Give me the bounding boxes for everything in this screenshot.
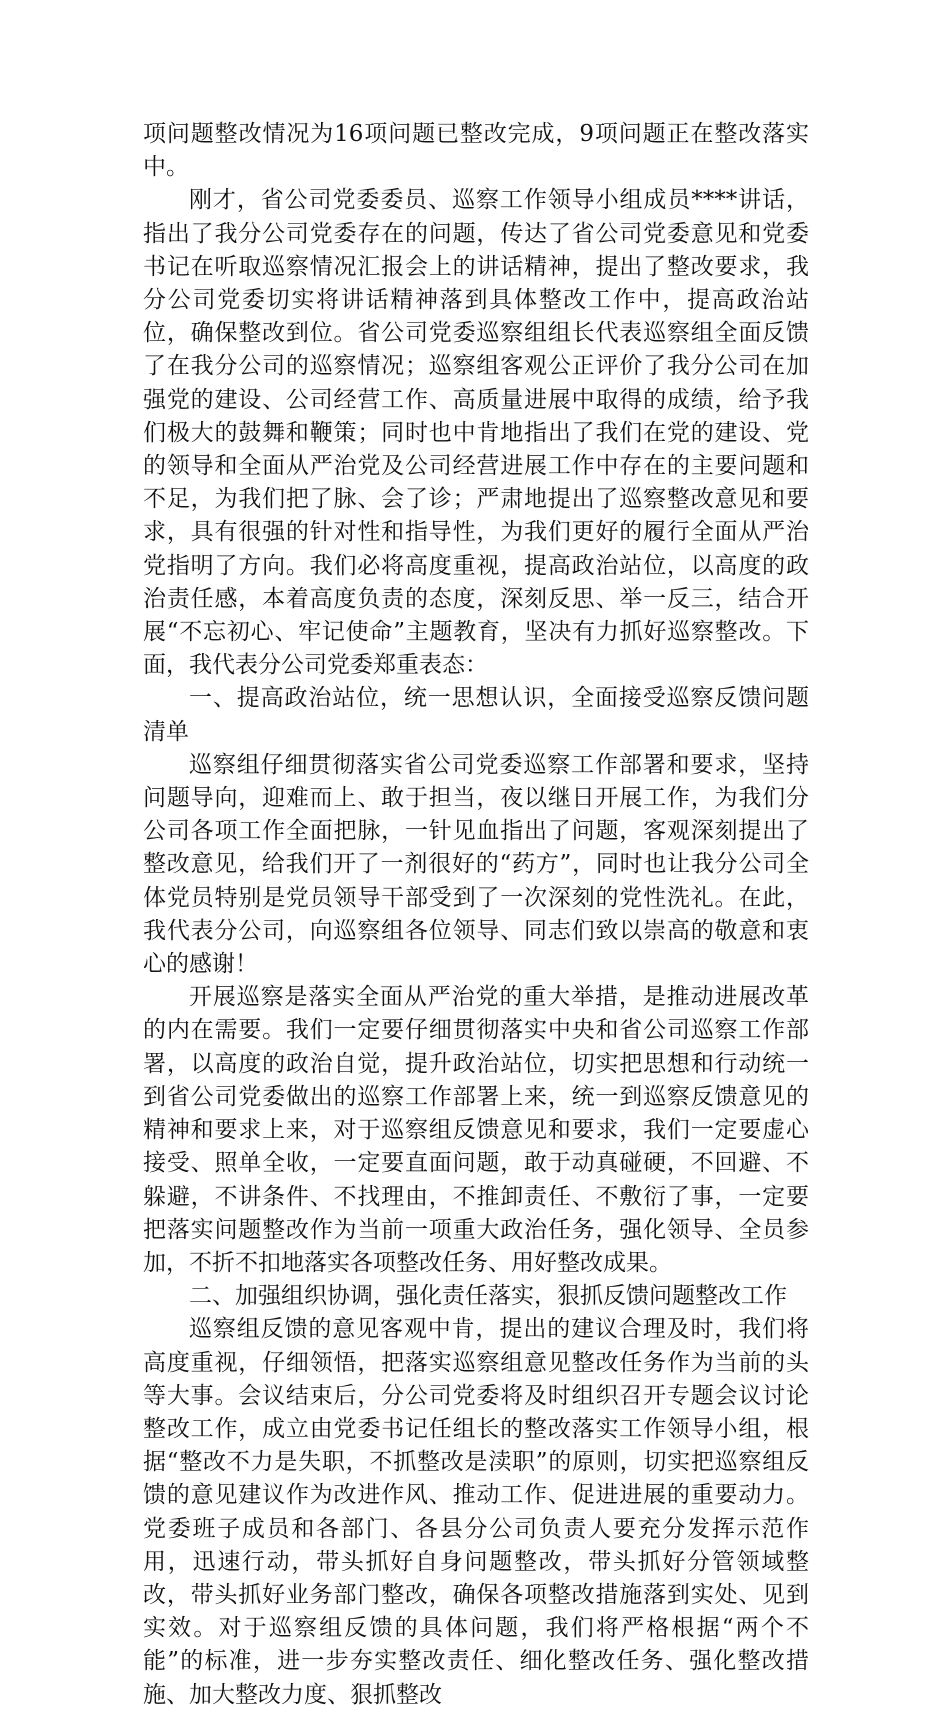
document-body	[143, 118, 809, 1712]
paragraph-section1-a: 巡察组仔细贯彻落实省公司党委巡察工作部署和要求，坚持问题导向，迎难而上、敢于担当，夜以继日开展工作，为我们分公司各项工作全面把脉，一针见血指出了问题，客观深刻提出了整改意见，给我们开了一剂很好的“药方”，同时也让我分公司全体党员特别是党员领导干部受到了一次深刻的党性洗礼。在此，我代表分公司，向巡察组各位领导、同志们致以崇高的敬意和衷心的感谢！	[143, 751, 809, 978]
paragraph-intro: 刚才，省公司党委委员、巡察工作领导小组成员****讲话，指出了我分公司党委存在的问题，传达了省公司党委意见和党委书记在听取巡察情况汇报会上的讲话精神，提出了整改要求，我分公司党委切实将讲话精神落到具体整改工作中，提高政治站位，确保整改到位。省公司党委巡察组组长代表巡察组全面反馈了在我分公司的巡察情况；巡察组客观公正评价了我分公司在加强党的建设、公司经营工作、高质量进展中取得的成绩，给予我们极大的鼓舞和鞭策；同时也中肯地指出了我们在党的建设、党的领导和全面从严治党及公司经营进展工作中存在的主要问题和不足，为我们把了脉、会了诊；严肃地提出了巡察整改意见和要求，具有很强的针对性和指导性，为我们更好的履行全面从严治党指明了方向。我们必将高度重视，提高政治站位，以高度的政治责任感，本着高度负责的态度，深刻反思、举一反三，结合开展“不忘初心、牢记使命”主题教育，坚决有力抓好巡察整改。下面，我代表分公司党委郑重表态：	[143, 187, 809, 679]
section-heading-1: 一、提高政治站位，统一思想认识，全面接受巡察反馈问题清单	[143, 685, 809, 745]
section-heading-2: 二、加强组织协调，强化责任落实，狠抓反馈问题整改工作	[189, 1283, 787, 1310]
paragraph-continuation: 项问题整改情况为16项问题已整改完成，9项问题正在整改落实中。	[143, 121, 809, 181]
paragraph-section1-b: 开展巡察是落实全面从严治党的重大举措，是推动进展改革的内在需要。我们一定要仔细贯彻落实中央和省公司巡察工作部署，以高度的政治自觉，提升政治站位，切实把思想和行动统一到省公司党委做出的巡察工作部署上来，统一到巡察反馈意见的精神和要求上来，对于巡察组反馈意见和要求，我们一定要虚心接受、照单全收，一定要直面问题，敢于动真碰硬，不回避、不躲避，不讲条件、不找理由，不推卸责任、不敷衍了事，一定要把落实问题整改作为当前一项重大政治任务，强化领导、全员参加，不折不扣地落实各项整改任务、用好整改成果。	[143, 984, 809, 1276]
paragraph-section2-a: 巡察组反馈的意见客观中肯，提出的建议合理及时，我们将高度重视，仔细领悟，把落实巡察组意见整改任务作为当前的头等大事。会议结束后，分公司党委将及时组织召开专题会议讨论整改工作，成立由党委书记任组长的整改落实工作领导小组，根据“整改不力是失职，不抓整改是渎职”的原则，切实把巡察组反馈的意见建议作为改进作风、推动工作、促进进展的重要动力。党委班子成员和各部门、各县分公司负责人要充分发挥示范作用，迅速行动，带头抓好自身问题整改，带头抓好分管领域整改，带头抓好业务部门整改，确保各项整改措施落到实处、见到实效。对于巡察组反馈的具体问题，我们将严格根据“两个不能”的标准，进一步夯实整改责任、细化整改任务、强化整改措施、加大整改力度、狠抓整改	[143, 1316, 809, 1708]
